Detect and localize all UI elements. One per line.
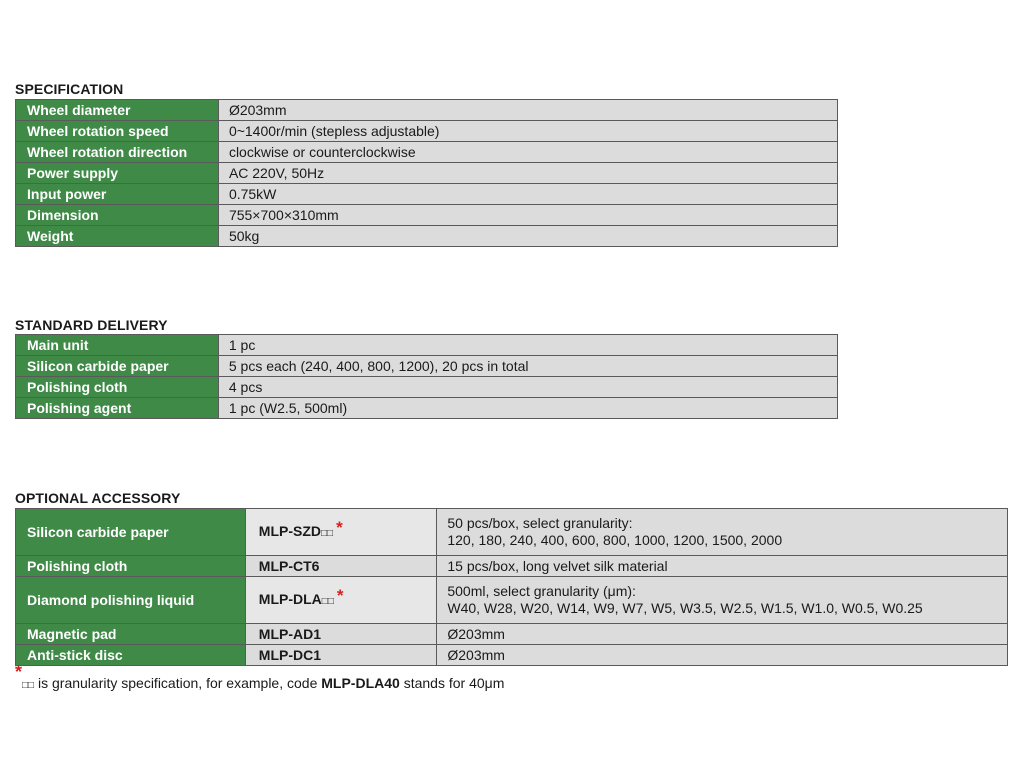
- row-label: Wheel rotation speed: [16, 121, 219, 142]
- table-row: [16, 624, 1008, 645]
- row-code: MLP-DC1: [245, 645, 437, 666]
- row-value: 5 pcs each (240, 400, 800, 1200), 20 pcs in total: [218, 356, 837, 377]
- row-label: Polishing cloth: [16, 377, 219, 398]
- code-text: MLP-SZD: [258, 522, 321, 539]
- footnote-text-before: is granularity specification, for example, code: [34, 675, 322, 691]
- row-value: 0~1400r/min (stepless adjustable): [218, 121, 837, 142]
- row-value: Ø203mm: [437, 645, 1008, 666]
- row-label: Polishing agent: [16, 398, 219, 419]
- optional-accessory-table: [15, 508, 1008, 666]
- row-value: 50kg: [218, 226, 837, 247]
- code-text: MLP-DLA: [258, 590, 322, 607]
- row-value: 1 pc (W2.5, 500ml): [218, 398, 837, 419]
- asterisk-icon: *: [336, 517, 343, 537]
- value-line-2: 120, 180, 240, 400, 600, 800, 1000, 1200, 1500, 2000: [447, 532, 783, 548]
- row-label: Weight: [16, 226, 219, 247]
- row-label: Input power: [16, 184, 219, 205]
- footnote-code: MLP-DLA40: [321, 675, 400, 691]
- table-row: [16, 226, 838, 247]
- specification-title: SPECIFICATION: [15, 81, 124, 97]
- row-code: [245, 509, 437, 556]
- row-label: Wheel rotation direction: [16, 142, 219, 163]
- table-row: [16, 205, 838, 226]
- footnote-text-after: stands for 40μm: [399, 675, 505, 691]
- table-row: [16, 335, 838, 356]
- row-label: Power supply: [16, 163, 219, 184]
- table-row: [16, 163, 838, 184]
- row-code: MLP-CT6: [245, 556, 437, 577]
- row-code: [245, 577, 437, 624]
- row-value: 755×700×310mm: [218, 205, 837, 226]
- table-row: [16, 100, 838, 121]
- optional-accessory-title: OPTIONAL ACCESSORY: [15, 490, 181, 506]
- table-row: [16, 377, 838, 398]
- granularity-boxes: □□: [22, 680, 35, 691]
- specification-table: [15, 99, 838, 247]
- row-label: Diamond polishing liquid: [16, 577, 246, 624]
- row-label: Main unit: [16, 335, 219, 356]
- value-line-1: 50 pcs/box, select granularity:: [447, 515, 633, 531]
- table-row: [16, 184, 838, 205]
- asterisk-icon: *: [336, 585, 344, 605]
- row-value: [437, 509, 1008, 556]
- standard-delivery-title: STANDARD DELIVERY: [15, 317, 168, 333]
- table-row: [16, 121, 838, 142]
- value-line-1: 500ml, select granularity (μm):: [447, 583, 636, 599]
- row-value: clockwise or counterclockwise: [218, 142, 837, 163]
- row-value: 0.75kW: [218, 184, 837, 205]
- row-label: Dimension: [16, 205, 219, 226]
- row-code: MLP-AD1: [245, 624, 437, 645]
- row-value: 4 pcs: [218, 377, 837, 398]
- row-value: AC 220V, 50Hz: [218, 163, 837, 184]
- code-suffix: □□: [321, 527, 334, 539]
- table-row: [16, 398, 838, 419]
- table-row: [16, 645, 1008, 666]
- row-label: Wheel diameter: [16, 100, 219, 121]
- row-value: Ø203mm: [437, 624, 1008, 645]
- table-row: [16, 356, 838, 377]
- standard-delivery-table: [15, 334, 838, 419]
- row-label: Silicon carbide paper: [16, 356, 219, 377]
- row-label: Polishing cloth: [16, 556, 246, 577]
- table-row: [16, 142, 838, 163]
- table-row: [16, 509, 1008, 556]
- footnote: [15, 662, 505, 691]
- footnote-text: [22, 675, 504, 691]
- row-label: Anti-stick disc: [16, 645, 246, 666]
- table-row: [16, 556, 1008, 577]
- value-line-2: W40, W28, W20, W14, W9, W7, W5, W3.5, W2.5, W1.5, W1.0, W0.5, W0.25: [447, 600, 923, 616]
- row-value: Ø203mm: [218, 100, 837, 121]
- row-label: Silicon carbide paper: [16, 509, 246, 556]
- asterisk-icon: *: [15, 662, 23, 682]
- row-value: 1 pc: [218, 335, 837, 356]
- table-row: [16, 577, 1008, 624]
- code-suffix: □□: [321, 595, 334, 607]
- row-value: 15 pcs/box, long velvet silk material: [437, 556, 1008, 577]
- row-label: Magnetic pad: [16, 624, 246, 645]
- row-value: [437, 577, 1008, 624]
